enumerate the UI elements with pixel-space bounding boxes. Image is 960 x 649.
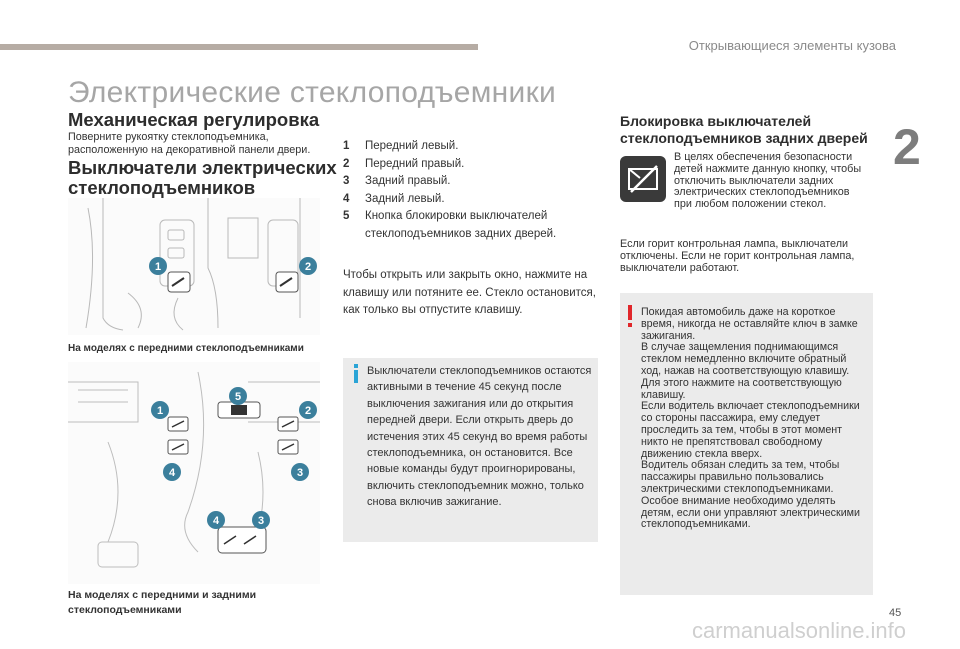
callout-badge (229, 387, 247, 405)
header-bar (0, 44, 478, 50)
lock-description: В целях обеспечения безопасности детей нажмите данную кнопку, чтобы отключить выключатели задних электрических стеклоподъемников при любом положении стекол. (674, 151, 862, 211)
svg-text:4: 4 (168, 467, 176, 479)
callout-badge (291, 463, 309, 481)
svg-text:2: 2 (304, 261, 312, 273)
svg-text:1: 1 (154, 261, 162, 273)
legend-item: 5 Кнопка блокировки выключателей стеклоподъемников задних дверей. (343, 210, 557, 240)
svg-text:3: 3 (296, 467, 304, 479)
front-switches-illustration (68, 198, 320, 335)
lock-lamp-text: Если горит контрольная лампа, выключатели отключены. Если не горит контрольная лампа, выключатели работают. (620, 238, 855, 274)
chapter-number: 2 (893, 119, 921, 175)
callout-badge (149, 257, 167, 275)
lock-heading: Блокировка выключателей стеклоподъемников задних дверей (620, 113, 868, 146)
info-text: Выключатели стеклоподъемников остаются активными в течение 45 секунд после выключения зажигания или до открытия передней двери. Если открыть дверь до истечения этих 45 секунд во время работы стеклоподъемника, он остановится. Все новые команды будут проигнорированы, включить стеклоподъемник можно, только снова включив зажигание. (367, 365, 592, 509)
page-title: Электрические стеклоподъемники (68, 76, 557, 109)
callout-badge (151, 401, 169, 419)
legend-item: 3 Задний правый. (343, 175, 451, 188)
window-lock-icon (620, 156, 666, 202)
callout-badge (299, 257, 317, 275)
info-box (343, 358, 598, 542)
svg-text:5: 5 (234, 391, 242, 403)
legend-item: 2 Передний правый. (343, 157, 465, 170)
info-icon (351, 364, 361, 384)
callout-badge (207, 511, 225, 529)
svg-text:4: 4 (212, 515, 220, 527)
watermark: carmanualsonline.info (692, 618, 907, 643)
warning-box (620, 293, 873, 595)
warning-icon (628, 305, 632, 327)
callout-badge (299, 401, 317, 419)
svg-text:1: 1 (156, 405, 164, 417)
switch-legend (343, 138, 598, 244)
caption-front-rear-switches: На моделях с передними и задними стеклоподъемниками (68, 589, 257, 616)
page-number: 45 (889, 607, 902, 619)
mechanical-text: Поверните рукоятку стеклоподъемника, расположенную на декоративной панели двери. (68, 131, 311, 156)
svg-text:3: 3 (257, 515, 265, 527)
callout-badge (163, 463, 181, 481)
operation-text: Чтобы открыть или закрыть окно, нажмите на клавишу или потяните ее. Стекло остановится, как только вы отпустите клавишу. (343, 269, 596, 317)
warning-text: Покидая автомобиль даже на короткое время, никогда не оставляйте ключ в замке зажигания. В случае защемления поднимающимся стеклом немедленно включите обратный ход, нажав на соответствующую клавишу. Для этого нажмите на соответствующую клавишу. Если водитель включает стеклоподъемники со стороны пассажира, ему следует проследить за тем, чтобы в этот момент никто не препятствовал свободному движению стекла вверх. Водитель обязан следить за тем, чтобы пассажиры правильно пользовались электрическими стеклоподъемниками. Особое внимание необходимо уделять детям, если они управляют электрическими стеклоподъемниками. (641, 306, 860, 531)
legend-item: 1 Передний левый. (343, 140, 459, 152)
console-switches-illustration (68, 362, 320, 584)
callout-badge (252, 511, 270, 529)
section-title: Открывающиеся элементы кузова (688, 38, 896, 53)
switches-heading: Выключатели электрических стеклоподъемников (68, 157, 337, 198)
mechanical-heading: Механическая регулировка (68, 109, 320, 130)
legend-item: 4 Задний левый. (343, 192, 445, 205)
caption-front-switches: На моделях с передними стеклоподъемниками (68, 343, 304, 354)
svg-text:2: 2 (304, 405, 312, 417)
